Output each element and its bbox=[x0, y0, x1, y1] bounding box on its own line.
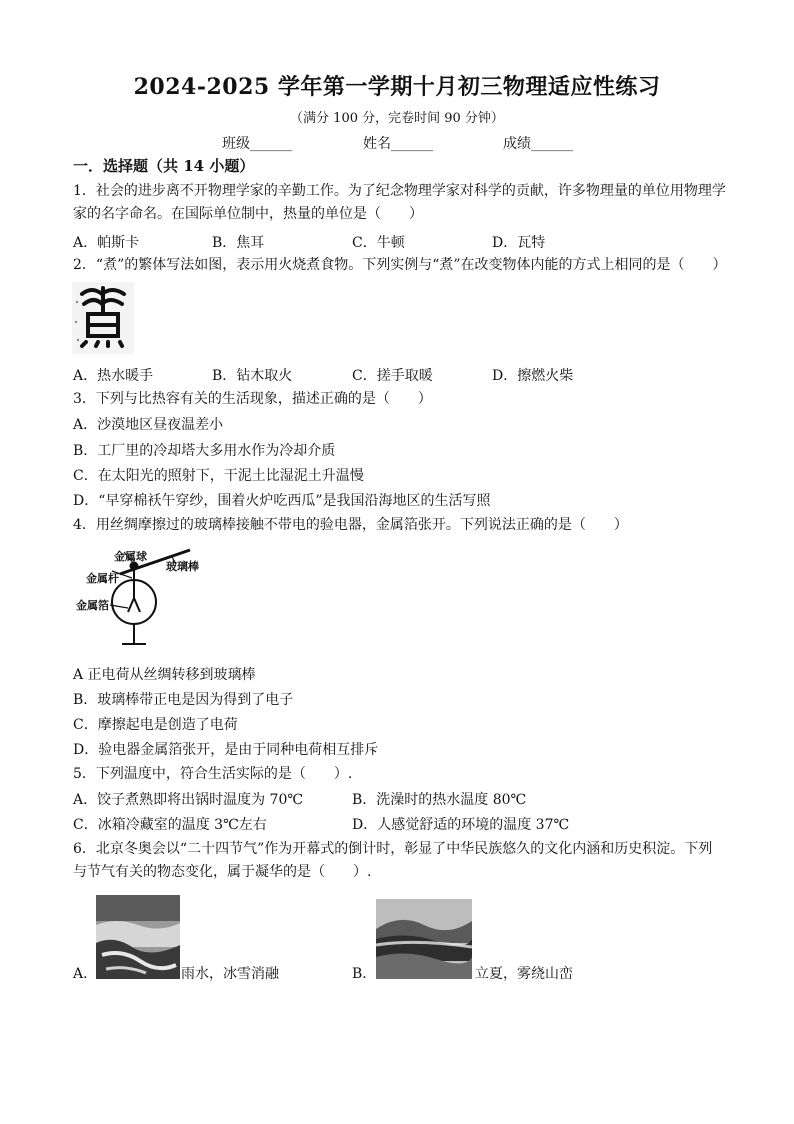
q5-option-a: A．饺子煮熟即将出锅时温度为 70℃ bbox=[73, 792, 304, 808]
label-metal-rod: 金属杆 bbox=[86, 572, 119, 585]
q6-stem-line1: 6．北京冬奥会以“二十四节气”作为开幕式的倒计时，彰显了中华民族悠久的文化内涵和历史积淀。下列 bbox=[73, 841, 713, 857]
q4-stem: 4．用丝绸摩擦过的玻璃棒接触不带电的验电器，金属箔张开。下列说法正确的是（ ） bbox=[73, 517, 628, 533]
q3-option-c: C．在太阳光的照射下，干泥土比湿泥土升温慢 bbox=[73, 468, 364, 484]
fog-mountain-photo bbox=[376, 899, 472, 979]
zhu-character-image bbox=[72, 282, 134, 354]
label-metal-foil: 金属箔 bbox=[76, 599, 109, 612]
name-field: 姓名______ bbox=[363, 136, 433, 152]
q1-option-b: B．焦耳 bbox=[212, 235, 265, 251]
label-metal-ball: 金属球 bbox=[114, 550, 147, 563]
melting-snow-photo bbox=[96, 895, 180, 979]
section-heading: 一．选择题（共 14 小题） bbox=[73, 157, 255, 175]
page-subtitle: （满分 100 分，完卷时间 90 分钟） bbox=[290, 111, 504, 126]
q1-stem-line1: 1．社会的进步离不开物理学家的辛勤工作。为了纪念物理学家对科学的贡献，许多物理量的单位用物理学 bbox=[73, 183, 726, 199]
q4-option-d: D．验电器金属箔张开，是由于同种电荷相互排斥 bbox=[73, 742, 379, 758]
label-glass-rod: 玻璃棒 bbox=[166, 560, 199, 573]
q3-option-a: A．沙漠地区昼夜温差小 bbox=[73, 417, 224, 433]
q6-stem-line2: 与节气有关的物态变化，属于凝华的是（ ）. bbox=[73, 864, 372, 880]
q4-option-c: C．摩擦起电是创造了电荷 bbox=[73, 717, 238, 733]
q1-option-c: C．牛顿 bbox=[352, 235, 405, 251]
q2-option-b: B．钻木取火 bbox=[212, 368, 293, 384]
q3-option-b: B．工厂里的冷却塔大多用水作为冷却介质 bbox=[73, 443, 336, 459]
score-field: 成绩______ bbox=[503, 136, 573, 152]
q4-option-a: A 正电荷从丝绸转移到玻璃棒 bbox=[73, 667, 256, 683]
q4-option-b: B．玻璃棒带正电是因为得到了电子 bbox=[73, 692, 294, 708]
q1-stem-line2: 家的名字命名。在国际单位制中，热量的单位是（ ） bbox=[73, 206, 423, 222]
q3-stem: 3．下列与比热容有关的生活现象，描述正确的是（ ） bbox=[73, 391, 432, 407]
q5-option-d: D．人感觉舒适的环境的温度 37℃ bbox=[352, 817, 570, 833]
q2-option-c: C．搓手取暖 bbox=[352, 368, 433, 384]
q5-option-b: B．洗澡时的热水温度 80℃ bbox=[352, 792, 527, 808]
q6-option-b-letter: B． bbox=[352, 966, 377, 982]
q1-option-d: D．瓦特 bbox=[492, 235, 546, 251]
q5-option-c: C．冰箱冷藏室的温度 3℃左右 bbox=[73, 817, 267, 833]
q1-option-a: A．帕斯卡 bbox=[73, 235, 140, 251]
q6-option-a-letter: A． bbox=[73, 966, 98, 982]
q3-option-d: D．“早穿棉袄午穿纱，围着火炉吃西瓜”是我国沿海地区的生活写照 bbox=[73, 493, 491, 509]
q6-option-b-text: 立夏，雾绕山峦 bbox=[475, 966, 573, 982]
q6-option-a-text: 雨水，冰雪消融 bbox=[181, 966, 279, 982]
q2-stem: 2．“煮”的繁体写法如图，表示用火烧煮食物。下列实例与“煮”在改变物体内能的方式上相同的是（ ） bbox=[73, 257, 727, 273]
class-field: 班级______ bbox=[222, 136, 292, 152]
page-title: 2024-2025 学年第一学期十月初三物理适应性练习 bbox=[133, 74, 661, 100]
q2-option-d: D．擦燃火柴 bbox=[492, 368, 574, 384]
q5-stem: 5．下列温度中，符合生活实际的是（ ）. bbox=[73, 766, 353, 782]
q2-option-a: A．热水暖手 bbox=[73, 368, 154, 384]
